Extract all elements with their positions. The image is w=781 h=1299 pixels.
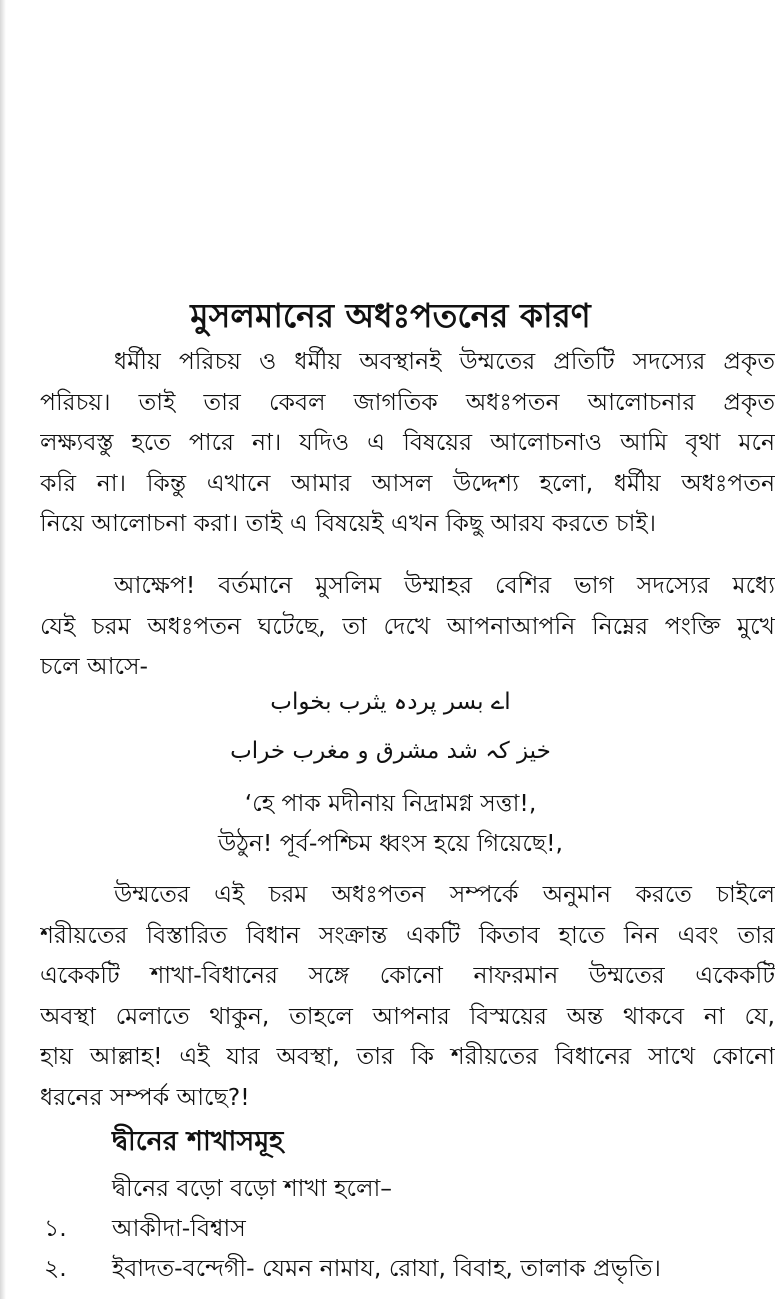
text-line: নিয়ে আলোচনা করা। তাই এ বিষয়েই এখন কিছু আরয করতে চাই। (40, 509, 657, 537)
paragraph-1 (40, 341, 775, 544)
translation-line-1: ‘হে পাক মদীনায় নিদ্রামগ্ন সত্তা!, (244, 789, 537, 817)
section-heading: দ্বীনের শাখাসমূহ (112, 1126, 284, 1157)
text-line: পরিচয়। তাই তার কেবল জাগতিক অধঃপতন আলোচনার প্রকৃত (40, 387, 775, 416)
list-number: ১. (44, 1214, 67, 1242)
page-edge-shadow (0, 0, 6, 1299)
text-line: আক্ষেপ! বর্তমানে মুসলিম উম্মাহর বেশির ভাগ সদস্যের মধ্যে (114, 571, 775, 599)
list-item (44, 1248, 779, 1288)
paragraph-2 (40, 565, 775, 687)
text-line: হায় আল্লাহ! এই যার অবস্থা, তার কি শরীয়তের বিধানের সাথে কোনো (40, 1042, 775, 1070)
text-line: চলে আসে- (40, 652, 148, 680)
urdu-verse-line-1: اے بسر پردہ یثرب بخواب (270, 689, 511, 715)
list-number: ২. (44, 1254, 67, 1282)
text-line: ধরনের সম্পর্ক আছে?! (40, 1082, 250, 1111)
text-line: যেই চরম অধঃপতন ঘটেছে, তা দেখে আপনাআপনি নিম্নের পংক্তি মুখে (40, 611, 775, 640)
text-line: করি না। কিন্তু এখানে আমার আসল উদ্দেশ্য হলো, ধর্মীয় অধঃপতন (40, 468, 775, 497)
chapter-title: মুসলমানের অধঃপতনের কারণ (190, 296, 591, 335)
text-line: অবস্থা মেলাতে থাকুন, তাহলে আপনার বিস্ময়ের অন্ত থাকবে না যে, (40, 1001, 775, 1030)
text-line: লক্ষ্যবস্তু হতে পারে না। যদিও এ বিষয়ের আলোচনাও আমি বৃথা মনে (40, 428, 775, 456)
text-line: উম্মতের এই চরম অধঃপতন সম্পর্কে অনুমান করতে চাইলে (114, 880, 775, 908)
branches-list (44, 1208, 779, 1288)
list-item (44, 1208, 779, 1248)
text-line: শরীয়তের বিস্তারিত বিধান সংক্রান্ত একটি কিতাব হাতে নিন এবং তার (40, 920, 775, 949)
translation-line-2: উঠুন! পূর্ব-পশ্চিম ধ্বংস হয়ে গিয়েছে!, (218, 829, 563, 857)
list-text: আকীদা-বিশ্বাস (112, 1214, 246, 1242)
paragraph-3 (40, 874, 775, 1117)
urdu-verse-line-2: خیز کہ شد مشرق و مغرب خراب (230, 738, 551, 764)
text-line: ধর্মীয় পরিচয় ও ধর্মীয় অবস্থানই উম্মতের প্রতিটি সদস্যের প্রকৃত (114, 347, 775, 375)
section-intro: দ্বীনের বড়ো বড়ো শাখা হলো– (112, 1174, 393, 1202)
list-text: ইবাদত-বন্দেগী- যেমন নামায, রোযা, বিবাহ, তালাক প্রভৃতি। (112, 1254, 661, 1282)
text-line: একেকটি শাখা-বিধানের সঙ্গে কোনো নাফরমান উম্মতের একেকটি (40, 961, 775, 989)
